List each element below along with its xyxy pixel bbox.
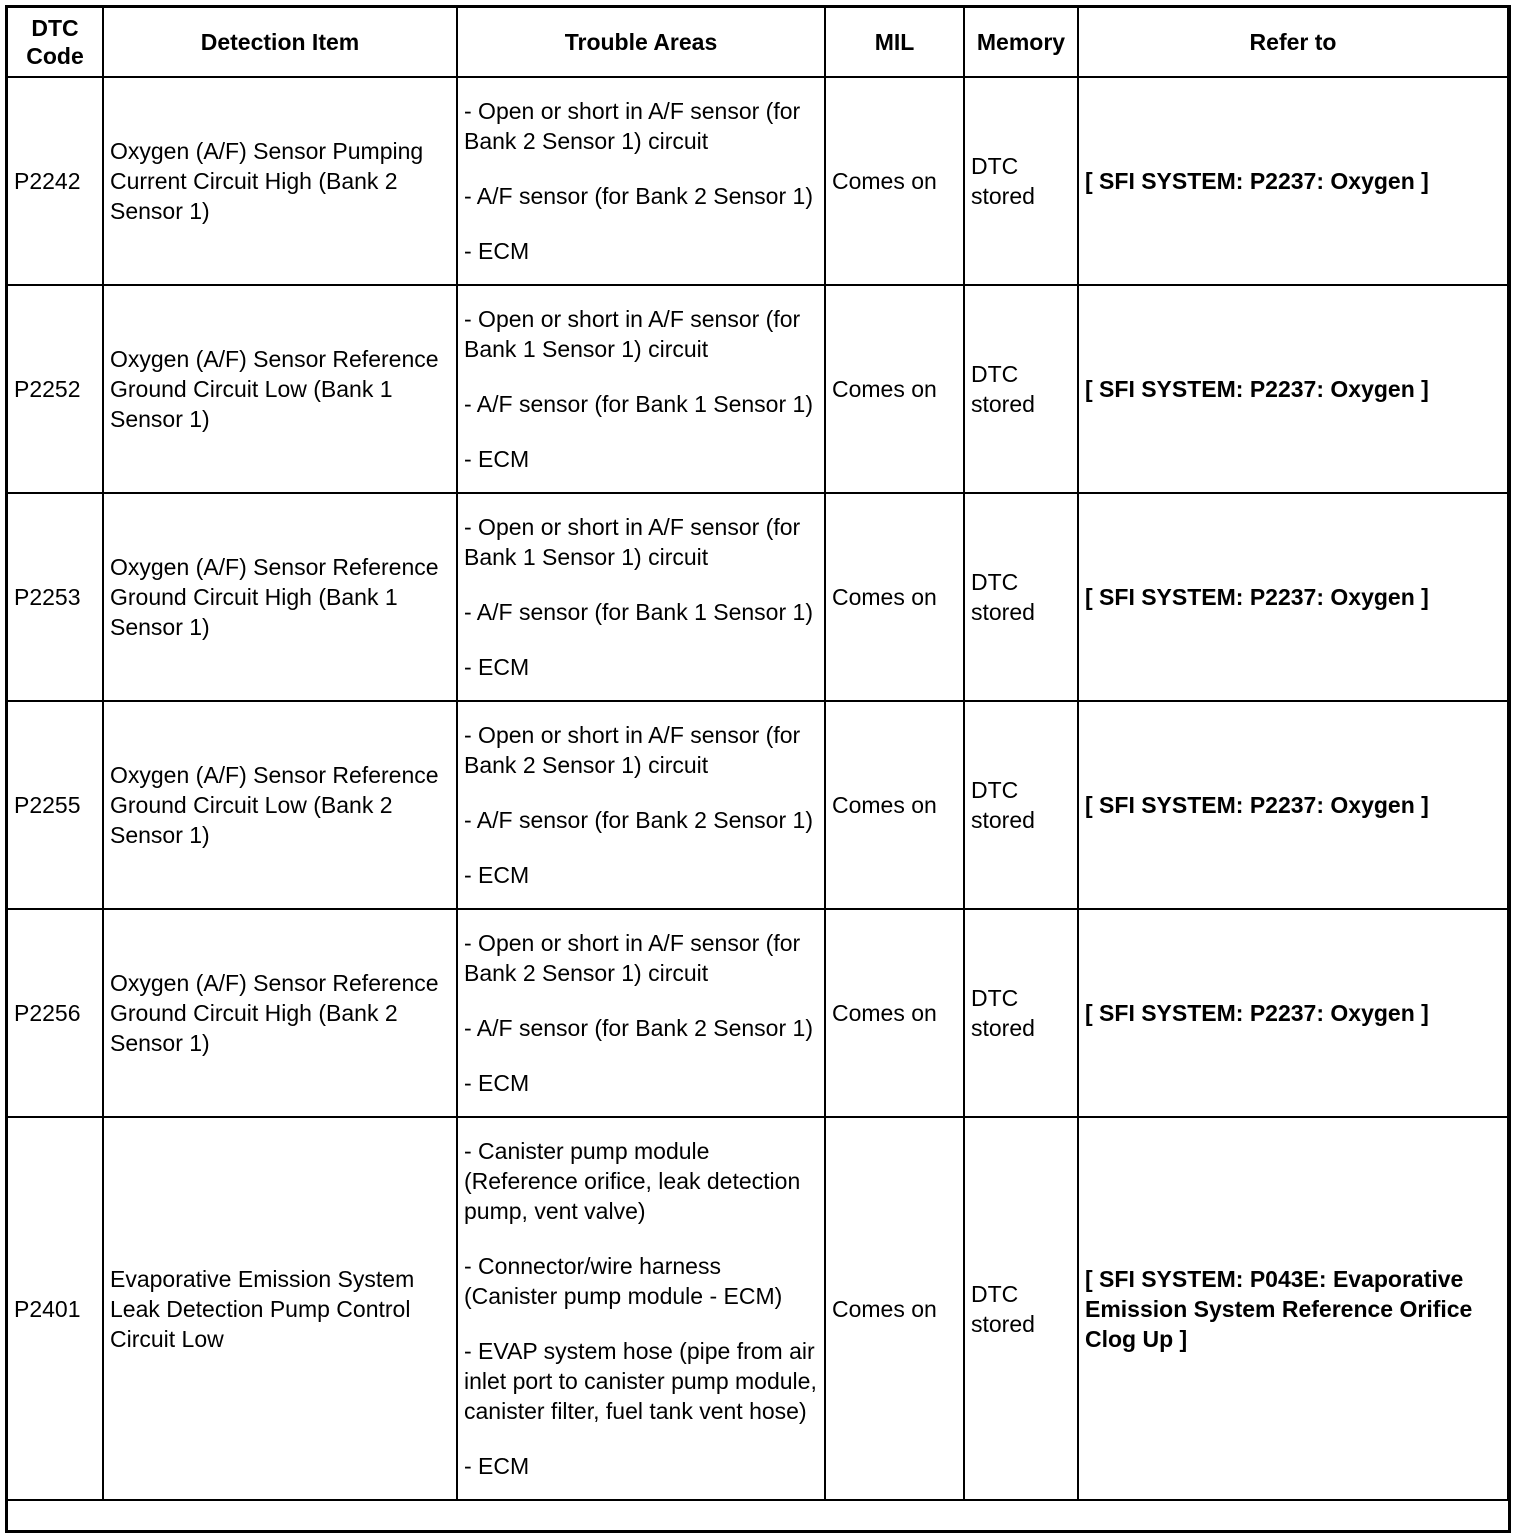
detection-item-cell: Oxygen (A/F) Sensor Reference Ground Circuit High (Bank 1 Sensor 1) [103, 493, 457, 701]
refer-to-cell [1078, 285, 1508, 493]
detection-item-cell: Oxygen (A/F) Sensor Reference Ground Circuit High (Bank 2 Sensor 1) [103, 909, 457, 1117]
trouble-areas-list [464, 304, 818, 474]
refer-to-cell [1078, 1117, 1508, 1500]
table-row [7, 909, 1508, 1117]
trouble-areas-cell [457, 701, 825, 909]
trouble-area-item: - Open or short in A/F sensor (for Bank 1 Sensor 1) circuit [464, 514, 801, 570]
refer-to-cell [1078, 493, 1508, 701]
mil-cell: Comes on [825, 285, 964, 493]
trouble-area-item: - ECM [464, 238, 530, 264]
table-row [7, 77, 1508, 285]
header-dtc-code: DTC Code [7, 7, 103, 77]
refer-to-link[interactable]: [ SFI SYSTEM: P2237: Oxygen ] [1085, 584, 1429, 610]
table-row [7, 1117, 1508, 1500]
trouble-area-item: - A/F sensor (for Bank 1 Sensor 1) [464, 391, 813, 417]
header-detection-item: Detection Item [103, 7, 457, 77]
trouble-areas-list [464, 96, 818, 266]
trouble-area-item: - Open or short in A/F sensor (for Bank 1 Sensor 1) circuit [464, 306, 801, 362]
trouble-areas-list [464, 512, 818, 682]
memory-cell: DTC stored [964, 1117, 1078, 1500]
refer-to-link[interactable]: [ SFI SYSTEM: P2237: Oxygen ] [1085, 168, 1429, 194]
trouble-area-item: - EVAP system hose (pipe from air inlet port to canister pump module, canister filter, fuel tank vent hose) [464, 1338, 817, 1424]
header-memory: Memory [964, 7, 1078, 77]
dtc-table [6, 6, 1509, 1501]
refer-to-cell [1078, 909, 1508, 1117]
refer-to-link[interactable]: [ SFI SYSTEM: P2237: Oxygen ] [1085, 792, 1429, 818]
dtc-code-cell: P2253 [7, 493, 103, 701]
trouble-areas-list [464, 720, 818, 890]
table-row [7, 493, 1508, 701]
detection-item-cell: Oxygen (A/F) Sensor Reference Ground Circuit Low (Bank 1 Sensor 1) [103, 285, 457, 493]
trouble-area-item: - ECM [464, 446, 530, 472]
trouble-area-item: - ECM [464, 862, 530, 888]
trouble-area-item: - A/F sensor (for Bank 2 Sensor 1) [464, 183, 813, 209]
dtc-code-cell: P2401 [7, 1117, 103, 1500]
header-row [7, 7, 1508, 77]
detection-item-cell: Oxygen (A/F) Sensor Reference Ground Circuit Low (Bank 2 Sensor 1) [103, 701, 457, 909]
trouble-areas-cell [457, 285, 825, 493]
refer-to-link[interactable]: [ SFI SYSTEM: P043E: Evaporative Emission System Reference Orifice Clog Up ] [1085, 1265, 1473, 1352]
trouble-areas-list [464, 1136, 818, 1481]
mil-cell: Comes on [825, 77, 964, 285]
header-refer-to: Refer to [1078, 7, 1508, 77]
table-body [7, 77, 1508, 1500]
table-row [7, 285, 1508, 493]
memory-cell: DTC stored [964, 77, 1078, 285]
mil-cell: Comes on [825, 493, 964, 701]
mil-cell: Comes on [825, 701, 964, 909]
trouble-areas-cell [457, 909, 825, 1117]
header-trouble-areas: Trouble Areas [457, 7, 825, 77]
trouble-area-item: - A/F sensor (for Bank 2 Sensor 1) [464, 1015, 813, 1041]
trouble-area-item: - Open or short in A/F sensor (for Bank 2 Sensor 1) circuit [464, 98, 801, 154]
refer-to-cell [1078, 77, 1508, 285]
dtc-code-cell: P2242 [7, 77, 103, 285]
trouble-area-item: - A/F sensor (for Bank 1 Sensor 1) [464, 599, 813, 625]
trouble-area-item: - Open or short in A/F sensor (for Bank 2 Sensor 1) circuit [464, 930, 801, 986]
table-header [7, 7, 1508, 77]
table-row [7, 701, 1508, 909]
trouble-area-item: - Canister pump module (Reference orifice, leak detection pump, vent valve) [464, 1138, 801, 1224]
trouble-area-item: - Connector/wire harness (Canister pump module - ECM) [464, 1253, 783, 1309]
detection-item-cell: Oxygen (A/F) Sensor Pumping Current Circuit High (Bank 2 Sensor 1) [103, 77, 457, 285]
memory-cell: DTC stored [964, 493, 1078, 701]
trouble-area-item: - ECM [464, 654, 530, 680]
trouble-area-item: - A/F sensor (for Bank 2 Sensor 1) [464, 807, 813, 833]
dtc-code-cell: P2255 [7, 701, 103, 909]
header-mil: MIL [825, 7, 964, 77]
refer-to-link[interactable]: [ SFI SYSTEM: P2237: Oxygen ] [1085, 376, 1429, 402]
trouble-areas-cell [457, 1117, 825, 1500]
memory-cell: DTC stored [964, 285, 1078, 493]
mil-cell: Comes on [825, 1117, 964, 1500]
detection-item-cell: Evaporative Emission System Leak Detection Pump Control Circuit Low [103, 1117, 457, 1500]
refer-to-cell [1078, 701, 1508, 909]
trouble-area-item: - ECM [464, 1070, 530, 1096]
dtc-code-cell: P2252 [7, 285, 103, 493]
trouble-areas-list [464, 928, 818, 1098]
trouble-area-item: - ECM [464, 1453, 530, 1479]
memory-cell: DTC stored [964, 701, 1078, 909]
trouble-area-item: - Open or short in A/F sensor (for Bank 2 Sensor 1) circuit [464, 722, 801, 778]
mil-cell: Comes on [825, 909, 964, 1117]
trouble-areas-cell [457, 77, 825, 285]
dtc-code-cell: P2256 [7, 909, 103, 1117]
trouble-areas-cell [457, 493, 825, 701]
memory-cell: DTC stored [964, 909, 1078, 1117]
refer-to-link[interactable]: [ SFI SYSTEM: P2237: Oxygen ] [1085, 1000, 1429, 1026]
